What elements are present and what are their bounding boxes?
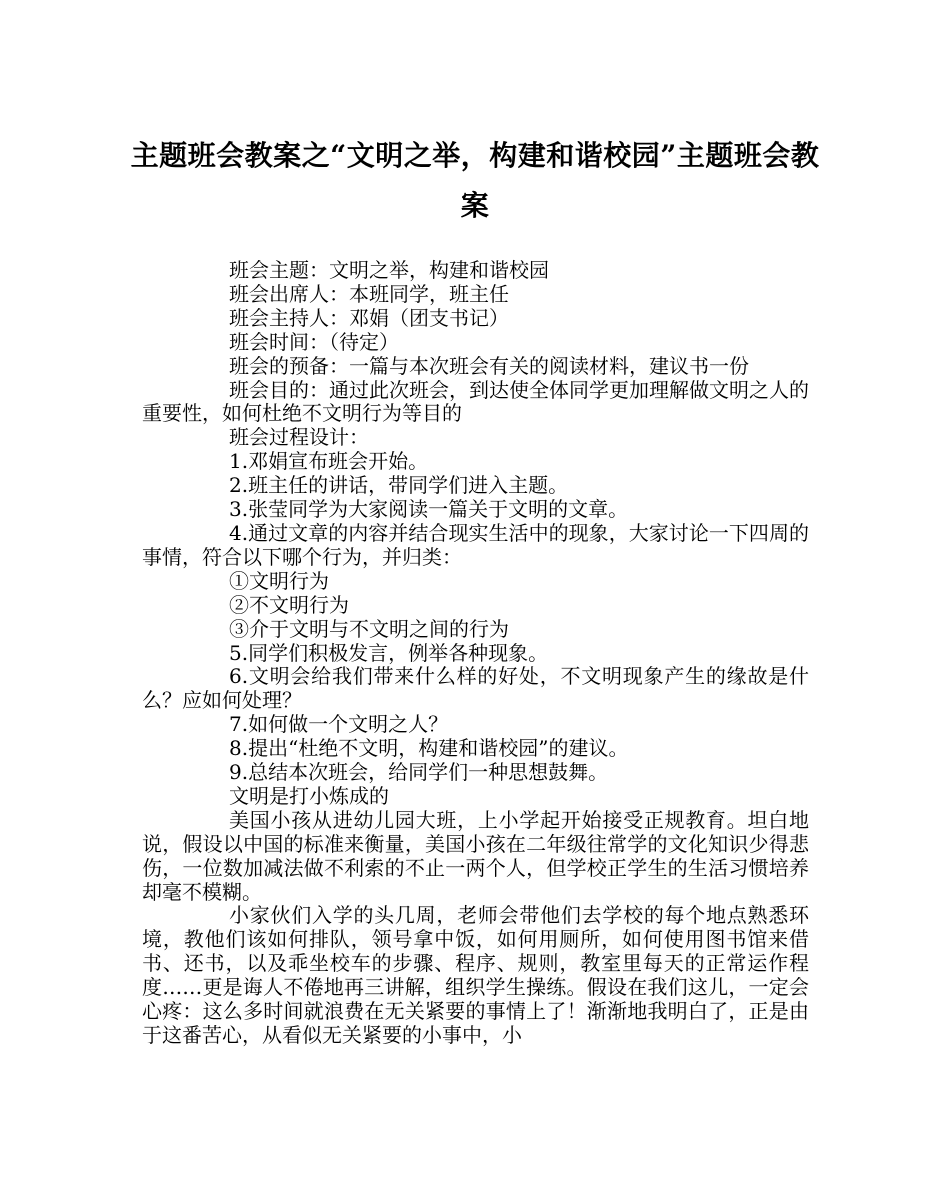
paragraph-theme: 班会主题：文明之举，构建和谐校园 [229, 258, 549, 282]
list-item: 8.提出“杜绝不文明，构建和谐校园”的建议。 [229, 736, 629, 761]
list-item: 2.班主任的讲话，带同学们进入主题。 [229, 473, 569, 498]
list-item: 9.总结本次班会，给同学们一种思想鼓舞。 [229, 760, 609, 785]
paragraph-purpose: 班会目的：通过此次班会，到达使全体同学更加理解做文明之人的重要性，如何杜绝不文明行为等目的 [142, 377, 809, 426]
sub-list-item: ②不文明行为 [229, 592, 349, 617]
list-item: 1.邓娟宣布班会开始。 [229, 449, 429, 474]
list-item: 3.张莹同学为大家阅读一篇关于文明的文章。 [229, 497, 629, 522]
list-item: 7.如何做一个文明之人？ [229, 712, 449, 737]
section-heading: 文明是打小炼成的 [229, 783, 389, 808]
body-paragraph: 小家伙们入学的头几周，老师会带他们去学校的每个地点熟悉环境，教他们该如何排队，领号拿中饭，如何用厕所，如何使用图书馆来借书、还书，以及乖坐校车的步骤、程序、规则，教室里每天的正常运作程度……更是诲人不倦地再三讲解，组织学生操练。假设在我们这儿，一定会心疼：这么多时间就浪费在无关紧要的事情上了！渐渐地我明白了，正是由于这番苦心，从看似无关紧要的小事中，小 [142, 903, 809, 1047]
paragraph-attendees: 班会出席人：本班同学，班主任 [229, 281, 509, 306]
document-title: 主题班会教案之“文明之举，构建和谐校园”主题班会教案 [130, 139, 820, 222]
paragraph-process-heading: 班会过程设计： [229, 425, 369, 450]
sub-list-item: ①文明行为 [229, 568, 329, 593]
list-item: 5.同学们积极发言，例举各种现象。 [229, 640, 549, 665]
document-body [142, 259, 809, 1048]
list-item: 4.通过文章的内容并结合现实生活中的现象，大家讨论一下四周的事情，符合以下哪个行为，并归类： [142, 520, 809, 569]
paragraph-host: 班会主持人：邓娟（团支书记） [229, 305, 509, 330]
sub-list-item: ③介于文明与不文明之间的行为 [229, 616, 509, 641]
list-item: 6.文明会给我们带来什么样的好处，不文明现象产生的缘故是什么？应如何处理？ [142, 664, 809, 713]
paragraph-preparation: 班会的预备：一篇与本次班会有关的阅读材料，建议书一份 [229, 353, 749, 378]
paragraph-time: 班会时间：（待定） [229, 329, 399, 354]
body-paragraph: 美国小孩从进幼儿园大班，上小学起开始接受正规教育。坦白地说，假设以中国的标准来衡量，美国小孩在二年级往常学的文化知识少得悲伤，一位数加减法做不利索的不止一两个人，但学校正学生的生活习惯培养却毫不模糊。 [142, 807, 809, 904]
